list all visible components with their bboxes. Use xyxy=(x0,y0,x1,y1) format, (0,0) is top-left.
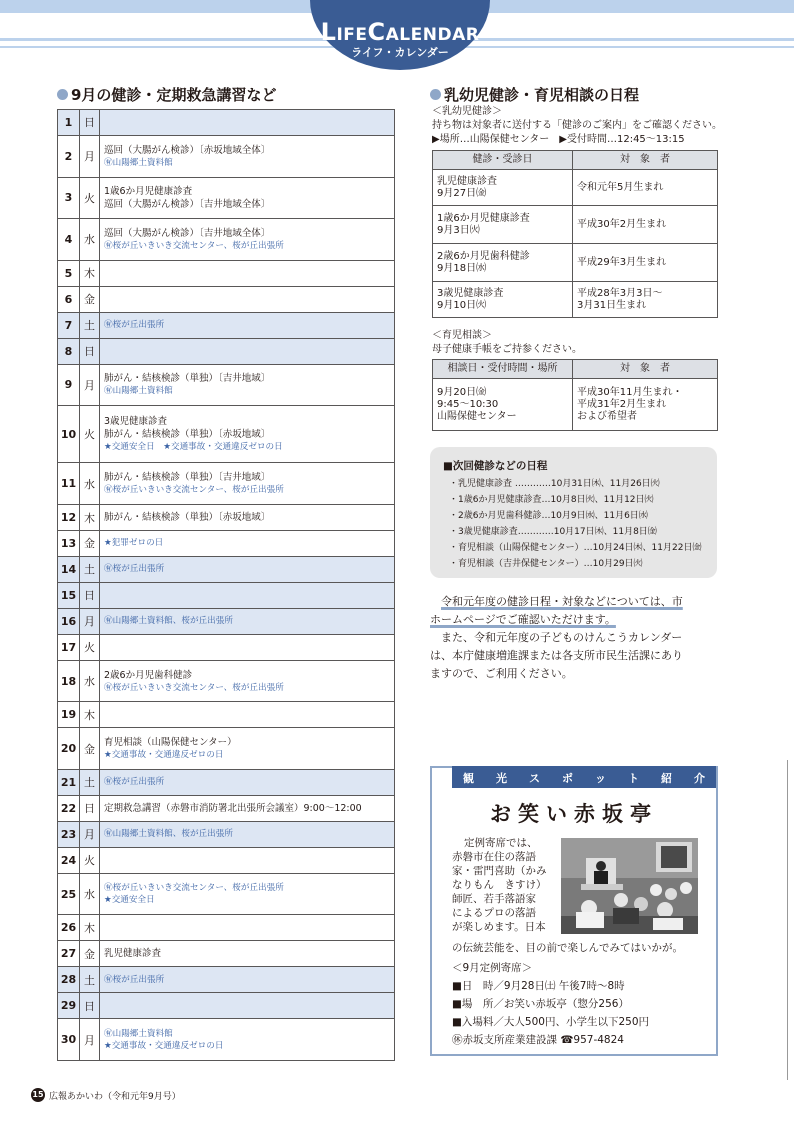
calendar-events xyxy=(100,110,394,135)
calendar-day-number: 30 xyxy=(58,1019,80,1060)
calendar-weekday: 土 xyxy=(80,770,100,795)
spot-desc-line: 家・雷門喜助（かみ xyxy=(452,865,547,877)
calendar-weekday: 水 xyxy=(80,874,100,915)
consult-note: 母子健康手帳をご持参ください。 xyxy=(432,344,582,355)
infant-table xyxy=(432,150,718,318)
calendar-events xyxy=(100,635,394,660)
calendar-events xyxy=(100,661,394,702)
calendar-event: 2歳6か月児歯科健診 xyxy=(104,669,193,681)
calendar-row xyxy=(58,219,394,261)
calendar-day-number: 4 xyxy=(58,219,80,260)
calendar-row xyxy=(58,661,394,703)
page-subtitle: ライフ・カレンダー xyxy=(351,46,449,59)
calendar-events xyxy=(100,261,394,286)
calendar-day-number: 20 xyxy=(58,728,80,769)
calendar-events xyxy=(100,505,394,530)
calendar-day-number: 25 xyxy=(58,874,80,915)
spot-title: お笑い赤坂亭 xyxy=(490,802,658,826)
consult-label: ＜育児相談＞ xyxy=(432,330,492,341)
bullet-icon xyxy=(430,89,441,100)
infant-place: ▶場所…山陽保健センター ▶受付時間…12:45～13:15 xyxy=(432,134,685,145)
note-calendar: また、令和元年度の子どものけんこうカレンダー は、本庁健康増進課または各支所市民生活課にあり ますので、ご利用ください。 xyxy=(430,631,683,680)
calendar-events xyxy=(100,728,394,769)
calendar-weekday: 金 xyxy=(80,531,100,556)
calendar-day-number: 5 xyxy=(58,261,80,286)
calendar-venue-note: ㊒桜が丘いきいき交流センター、桜が丘出張所 xyxy=(104,240,284,251)
calendar-weekday: 土 xyxy=(80,557,100,582)
spot-photo xyxy=(561,838,698,934)
calendar-events xyxy=(100,796,394,821)
calendar-row xyxy=(58,874,394,916)
infant-header-date: 健診・受診日 xyxy=(433,151,573,170)
calendar-events xyxy=(100,770,394,795)
infant-label: ＜乳幼児健診＞ xyxy=(432,106,502,117)
table-row: 乳児健康診査 9月27日㈮ 令和元年5月生まれ xyxy=(433,170,718,206)
calendar-venue-note: ㊒山陽郷土資料館 xyxy=(104,157,173,168)
spot-info-date: ■日 時／9月28日㈯ 午後7時～8時 xyxy=(452,980,625,992)
calendar-row xyxy=(58,1019,394,1060)
calendar-row xyxy=(58,261,394,287)
calendar-row xyxy=(58,557,394,583)
calendar-weekday: 日 xyxy=(80,583,100,608)
list-item: ・3歳児健康診査…………10月17日㈭、11月8日㈮ xyxy=(449,527,657,537)
calendar-venue-note: ㊒山陽郷土資料館 xyxy=(104,386,173,397)
calendar-events xyxy=(100,702,394,727)
calendar-event: 3歳児健康診査 xyxy=(104,416,168,428)
calendar-event: 乳児健康診査 xyxy=(104,948,162,960)
calendar-table xyxy=(57,109,395,1061)
calendar-venue-note: ㊒桜が丘いきいき交流センター、桜が丘出張所 xyxy=(104,682,284,693)
calendar-day-number: 6 xyxy=(58,287,80,312)
calendar-row xyxy=(58,635,394,661)
calendar-row xyxy=(58,583,394,609)
calendar-day-number: 11 xyxy=(58,463,80,504)
calendar-row xyxy=(58,365,394,407)
calendar-venue-note: ★交通事故・交通違反ゼロの日 xyxy=(104,750,224,761)
calendar-row xyxy=(58,110,394,136)
calendar-event: 巡回（大腸がん検診）〔吉井地域全体〕 xyxy=(104,227,271,239)
calendar-row xyxy=(58,822,394,848)
calendar-weekday: 日 xyxy=(80,993,100,1018)
calendar-day-number: 7 xyxy=(58,313,80,338)
spot-desc-line: 赤磐市在住の落語 xyxy=(452,851,536,863)
note-website: 令和元年度の健診日程・対象などについては、市 ホームページでご確認いただけます。 xyxy=(430,595,683,626)
calendar-venue-note: ★犯罪ゼロの日 xyxy=(104,538,164,549)
calendar-venue-note: ㊒山陽郷土資料館、桜が丘出張所 xyxy=(104,829,233,840)
page-footer xyxy=(31,1088,181,1102)
calendar-venue-note: ★交通事故・交通違反ゼロの日 xyxy=(104,1040,224,1051)
page-title: LIFECALENDAR xyxy=(320,18,480,46)
calendar-weekday: 火 xyxy=(80,406,100,462)
calendar-venue-note: ★交通安全日 xyxy=(104,895,155,906)
consult-header-date: 相談日・受付時間・場所 xyxy=(433,360,573,379)
calendar-day-number: 14 xyxy=(58,557,80,582)
list-item: ・育児相談（吉井保健センター）…10月29日㈫ xyxy=(449,559,643,569)
calendar-weekday: 木 xyxy=(80,505,100,530)
calendar-row xyxy=(58,531,394,557)
calendar-weekday: 金 xyxy=(80,287,100,312)
footer-text: 広報あかいわ（令和元年9月号） xyxy=(49,1091,181,1102)
list-item: ・1歳6か月児健康診査…10月8日㈫、11月12日㈫ xyxy=(449,495,654,505)
calendar-event: 巡回（大腸がん検診）〔吉井地域全体〕 xyxy=(104,198,271,210)
calendar-weekday: 木 xyxy=(80,915,100,940)
calendar-events xyxy=(100,967,394,992)
calendar-events xyxy=(100,313,394,338)
table-row: 3歳児健康診査 9月10日㈫ 平成28年3月3日～ 3月31日生まれ xyxy=(433,282,718,318)
calendar-venue-note: ㊒桜が丘出張所 xyxy=(104,974,165,985)
calendar-row xyxy=(58,339,394,365)
calendar-day-number: 8 xyxy=(58,339,80,364)
bullet-icon xyxy=(57,89,68,100)
calendar-row xyxy=(58,609,394,635)
calendar-day-number: 27 xyxy=(58,941,80,966)
calendar-venue-note: ㊒桜が丘いきいき交流センター、桜が丘出張所 xyxy=(104,485,284,496)
infant-header-target: 対 象 者 xyxy=(573,151,718,170)
consult-header-target: 対 象 者 xyxy=(573,360,718,379)
calendar-row xyxy=(58,796,394,822)
calendar-weekday: 金 xyxy=(80,728,100,769)
calendar-venue-note: ㊒桜が丘いきいき交流センター、桜が丘出張所 xyxy=(104,883,284,894)
calendar-weekday: 水 xyxy=(80,661,100,702)
calendar-day-number: 16 xyxy=(58,609,80,634)
calendar-venue-note: ㊒桜が丘出張所 xyxy=(104,320,165,331)
list-item: ・2歳6か月児歯科健診…10月9日㈬、11月6日㈬ xyxy=(449,511,648,521)
spot-info-contact: ㊡赤坂支所産業建設課 ☎957-4824 xyxy=(452,1034,624,1046)
calendar-events xyxy=(100,848,394,873)
page-number: 15 xyxy=(31,1088,45,1102)
spot-info-fee: ■入場料／大人500円、小学生以下250円 xyxy=(452,1016,650,1028)
calendar-weekday: 水 xyxy=(80,463,100,504)
table-row: 9月20日㈮ 9:45～10:30 山陽保健センター 平成30年11月生まれ・ 平成31年2月生まれ および希望者 xyxy=(433,379,718,431)
calendar-day-number: 13 xyxy=(58,531,80,556)
calendar-weekday: 月 xyxy=(80,365,100,406)
calendar-day-number: 2 xyxy=(58,136,80,177)
calendar-row xyxy=(58,941,394,967)
calendar-weekday: 水 xyxy=(80,219,100,260)
list-item: ・乳児健康診査 …………10月31日㈭、11月26日㈫ xyxy=(449,479,660,489)
calendar-weekday: 日 xyxy=(80,339,100,364)
calendar-events xyxy=(100,219,394,260)
calendar-weekday: 月 xyxy=(80,822,100,847)
spot-desc-line: 定例寄席では、 xyxy=(464,837,538,849)
calendar-weekday: 木 xyxy=(80,261,100,286)
spot-info-place: ■場 所／お笑い赤坂亭（惣分256） xyxy=(452,998,629,1010)
infant-heading: 乳幼児健診・育児相談の日程 xyxy=(430,84,639,105)
calendar-venue-note: ㊒桜が丘出張所 xyxy=(104,564,165,575)
calendar-row xyxy=(58,967,394,993)
calendar-day-number: 3 xyxy=(58,178,80,219)
calendar-day-number: 15 xyxy=(58,583,80,608)
rakugo-photo-image xyxy=(561,838,698,934)
calendar-events xyxy=(100,822,394,847)
spot-reg-title: ＜9月定例寄席＞ xyxy=(452,962,533,974)
calendar-day-number: 29 xyxy=(58,993,80,1018)
calendar-event: 巡回（大腸がん検診）〔赤坂地域全体〕 xyxy=(104,144,271,156)
calendar-row xyxy=(58,770,394,796)
calendar-day-number: 1 xyxy=(58,110,80,135)
calendar-venue-note: ㊒桜が丘出張所 xyxy=(104,777,165,788)
calendar-venue-note: ㊒山陽郷土資料館 xyxy=(104,1028,173,1039)
calendar-day-number: 18 xyxy=(58,661,80,702)
calendar-event: 肺がん・結核検診（単独）〔赤坂地域〕 xyxy=(104,512,271,523)
calendar-day-number: 21 xyxy=(58,770,80,795)
calendar-events xyxy=(100,1019,394,1060)
calendar-venue-note: ★交通安全日 ★交通事故・交通違反ゼロの日 xyxy=(104,442,283,453)
calendar-weekday: 火 xyxy=(80,848,100,873)
table-row: 1歳6か月児健康診査 9月3日㈫ 平成30年2月生まれ xyxy=(433,206,718,244)
calendar-row xyxy=(58,915,394,941)
spot-desc-line: によるプロの落語 xyxy=(452,907,536,919)
calendar-events xyxy=(100,463,394,504)
calendar-day-number: 17 xyxy=(58,635,80,660)
calendar-events xyxy=(100,557,394,582)
calendar-event: 育児相談（山陽保健センター） xyxy=(104,737,237,749)
spot-desc-line: 師匠、若手落語家 xyxy=(452,893,536,905)
calendar-row xyxy=(58,178,394,220)
calendar-row xyxy=(58,287,394,313)
calendar-weekday: 火 xyxy=(80,178,100,219)
calendar-events xyxy=(100,136,394,177)
calendar-row xyxy=(58,848,394,874)
calendar-day-number: 28 xyxy=(58,967,80,992)
spot-banner-label: 観 光 ス ポ ッ ト 紹 介 xyxy=(463,772,705,785)
calendar-weekday: 日 xyxy=(80,110,100,135)
calendar-row xyxy=(58,136,394,178)
calendar-weekday: 月 xyxy=(80,136,100,177)
calendar-day-number: 10 xyxy=(58,406,80,462)
calendar-day-number: 12 xyxy=(58,505,80,530)
next-schedule-title: ■次回健診などの日程 xyxy=(443,460,548,472)
calendar-weekday: 木 xyxy=(80,702,100,727)
calendar-events xyxy=(100,406,394,462)
calendar-events xyxy=(100,874,394,915)
calendar-day-number: 22 xyxy=(58,796,80,821)
calendar-row xyxy=(58,313,394,339)
calendar-event: 肺がん・結核検診（単独）〔吉井地域〕 xyxy=(104,373,271,385)
calendar-row xyxy=(58,406,394,463)
calendar-events xyxy=(100,178,394,219)
calendar-row xyxy=(58,702,394,728)
calendar-events xyxy=(100,609,394,634)
spot-desc-line: の伝統芸能を、目の前で楽しんでみてはいかが。 xyxy=(452,942,683,954)
calendar-heading: 9月の健診・定期救急講習など xyxy=(57,84,276,105)
calendar-row xyxy=(58,463,394,505)
calendar-event: 1歳6か月児健康診査 xyxy=(104,185,193,197)
table-row: 2歳6か月児歯科健診 9月18日㈬ 平成29年3月生まれ xyxy=(433,244,718,282)
calendar-events xyxy=(100,915,394,940)
calendar-events xyxy=(100,365,394,406)
calendar-events xyxy=(100,531,394,556)
page-edge-rule xyxy=(787,760,788,1080)
consult-table xyxy=(432,359,718,431)
calendar-event: 肺がん・結核検診（単独）〔赤坂地域〕 xyxy=(104,429,271,441)
calendar-events xyxy=(100,583,394,608)
calendar-weekday: 月 xyxy=(80,1019,100,1060)
calendar-weekday: 日 xyxy=(80,796,100,821)
calendar-events xyxy=(100,941,394,966)
infant-note: 持ち物は対象者に送付する「健診のご案内」をご確認ください。 xyxy=(432,120,722,131)
calendar-row xyxy=(58,505,394,531)
calendar-event: 肺がん・結核検診（単独）〔吉井地域〕 xyxy=(104,472,271,484)
calendar-weekday: 土 xyxy=(80,313,100,338)
calendar-events xyxy=(100,287,394,312)
list-item: ・育児相談（山陽保健センター）…10月24日㈭、11月22日㈮ xyxy=(449,543,702,553)
calendar-day-number: 9 xyxy=(58,365,80,406)
calendar-day-number: 23 xyxy=(58,822,80,847)
calendar-day-number: 19 xyxy=(58,702,80,727)
calendar-day-number: 24 xyxy=(58,848,80,873)
calendar-day-number: 26 xyxy=(58,915,80,940)
calendar-events xyxy=(100,339,394,364)
spot-desc-line: なりもん きすけ） xyxy=(452,879,547,891)
calendar-event: 定期救急講習（赤磐市消防署北出張所会議室）9:00～12:00 xyxy=(104,802,362,814)
calendar-weekday: 土 xyxy=(80,967,100,992)
spot-desc-line: が楽しめます。日本 xyxy=(452,921,546,933)
calendar-weekday: 火 xyxy=(80,635,100,660)
calendar-events xyxy=(100,993,394,1018)
calendar-weekday: 金 xyxy=(80,941,100,966)
calendar-row xyxy=(58,993,394,1019)
calendar-weekday: 月 xyxy=(80,609,100,634)
calendar-venue-note: ㊒山陽郷土資料館、桜が丘出張所 xyxy=(104,616,233,627)
calendar-row xyxy=(58,728,394,770)
